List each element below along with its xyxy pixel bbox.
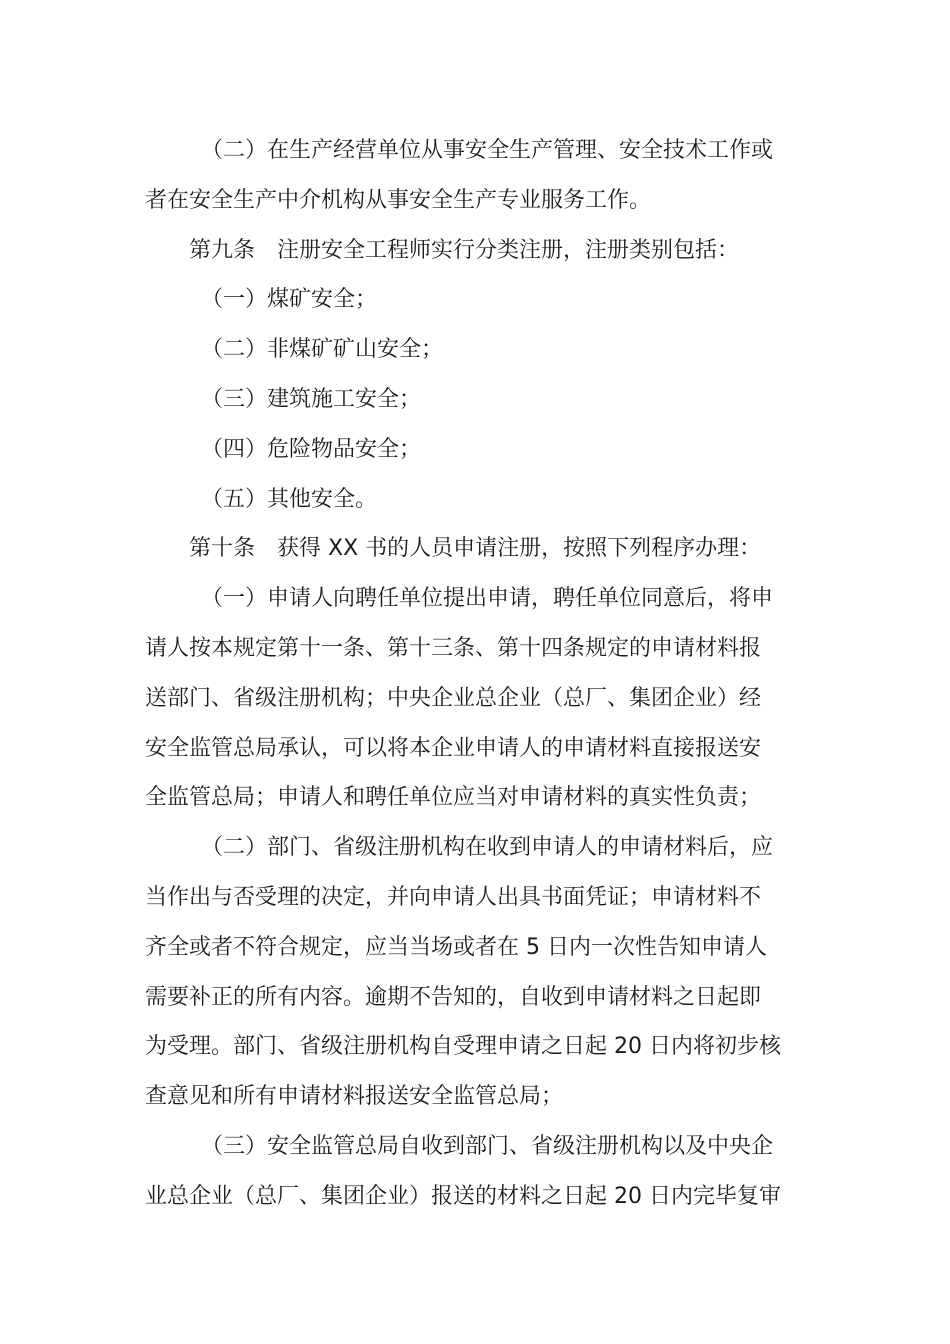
- paragraph-line: 请人按本规定第十一条、第十三条、第十四条规定的申请材料报: [145, 635, 762, 661]
- paragraph-line: （一）申请人向聘任单位提出申请，聘任单位同意后，将申: [201, 586, 774, 612]
- paragraph-line: （三）安全监管总局自收到部门、省级注册机构以及中央企: [201, 1133, 774, 1159]
- article-heading-line: 第九条 注册安全工程师实行分类注册，注册类别包括：: [189, 237, 740, 263]
- paragraph-line: 业总企业（总厂、集团企业）报送的材料之日起 20 日内完毕复审: [145, 1183, 781, 1209]
- list-item: （五）其他安全。: [201, 486, 378, 512]
- paragraph-line: 需要补正的所有内容。逾期不告知的，自收到申请材料之日起即: [145, 984, 762, 1010]
- paragraph-line: 齐全或者不符合规定，应当当场或者在 5 日内一次性告知申请人: [145, 934, 767, 960]
- paragraph-line: 者在安全生产中介机构从事安全生产专业服务工作。: [145, 187, 652, 213]
- list-item: （四）危险物品安全；: [201, 436, 422, 462]
- paragraph-line: 为受理。部门、省级注册机构自受理申请之日起 20 日内将初步核: [145, 1034, 781, 1060]
- paragraph-line: （二）在生产经营单位从事安全生产管理、安全技术工作或: [201, 138, 774, 163]
- list-item: （一）煤矿安全；: [201, 287, 378, 313]
- paragraph-line: 送部门、省级注册机构；中央企业总企业（总厂、集团企业）经: [145, 685, 762, 711]
- paragraph-line: （二）部门、省级注册机构在收到申请人的申请材料后，应: [201, 835, 774, 861]
- paragraph-line: 安全监管总局承认，可以将本企业申请人的申请材料直接报送安: [145, 735, 762, 761]
- article-heading-line: 第十条 获得 XX 书的人员申请注册，按照下列程序办理：: [189, 536, 762, 562]
- paragraph-line: 当作出与否受理的决定，并向申请人出具书面凭证；申请材料不: [145, 884, 762, 910]
- list-item: （二）非煤矿矿山安全；: [201, 337, 444, 363]
- paragraph-line: 查意见和所有申请材料报送安全监管总局；: [145, 1084, 564, 1110]
- list-item: （三）建筑施工安全；: [201, 386, 422, 412]
- paragraph-line: 全监管总局；申请人和聘任单位应当对申请材料的真实性负责；: [145, 785, 762, 811]
- document-body: [145, 126, 805, 1222]
